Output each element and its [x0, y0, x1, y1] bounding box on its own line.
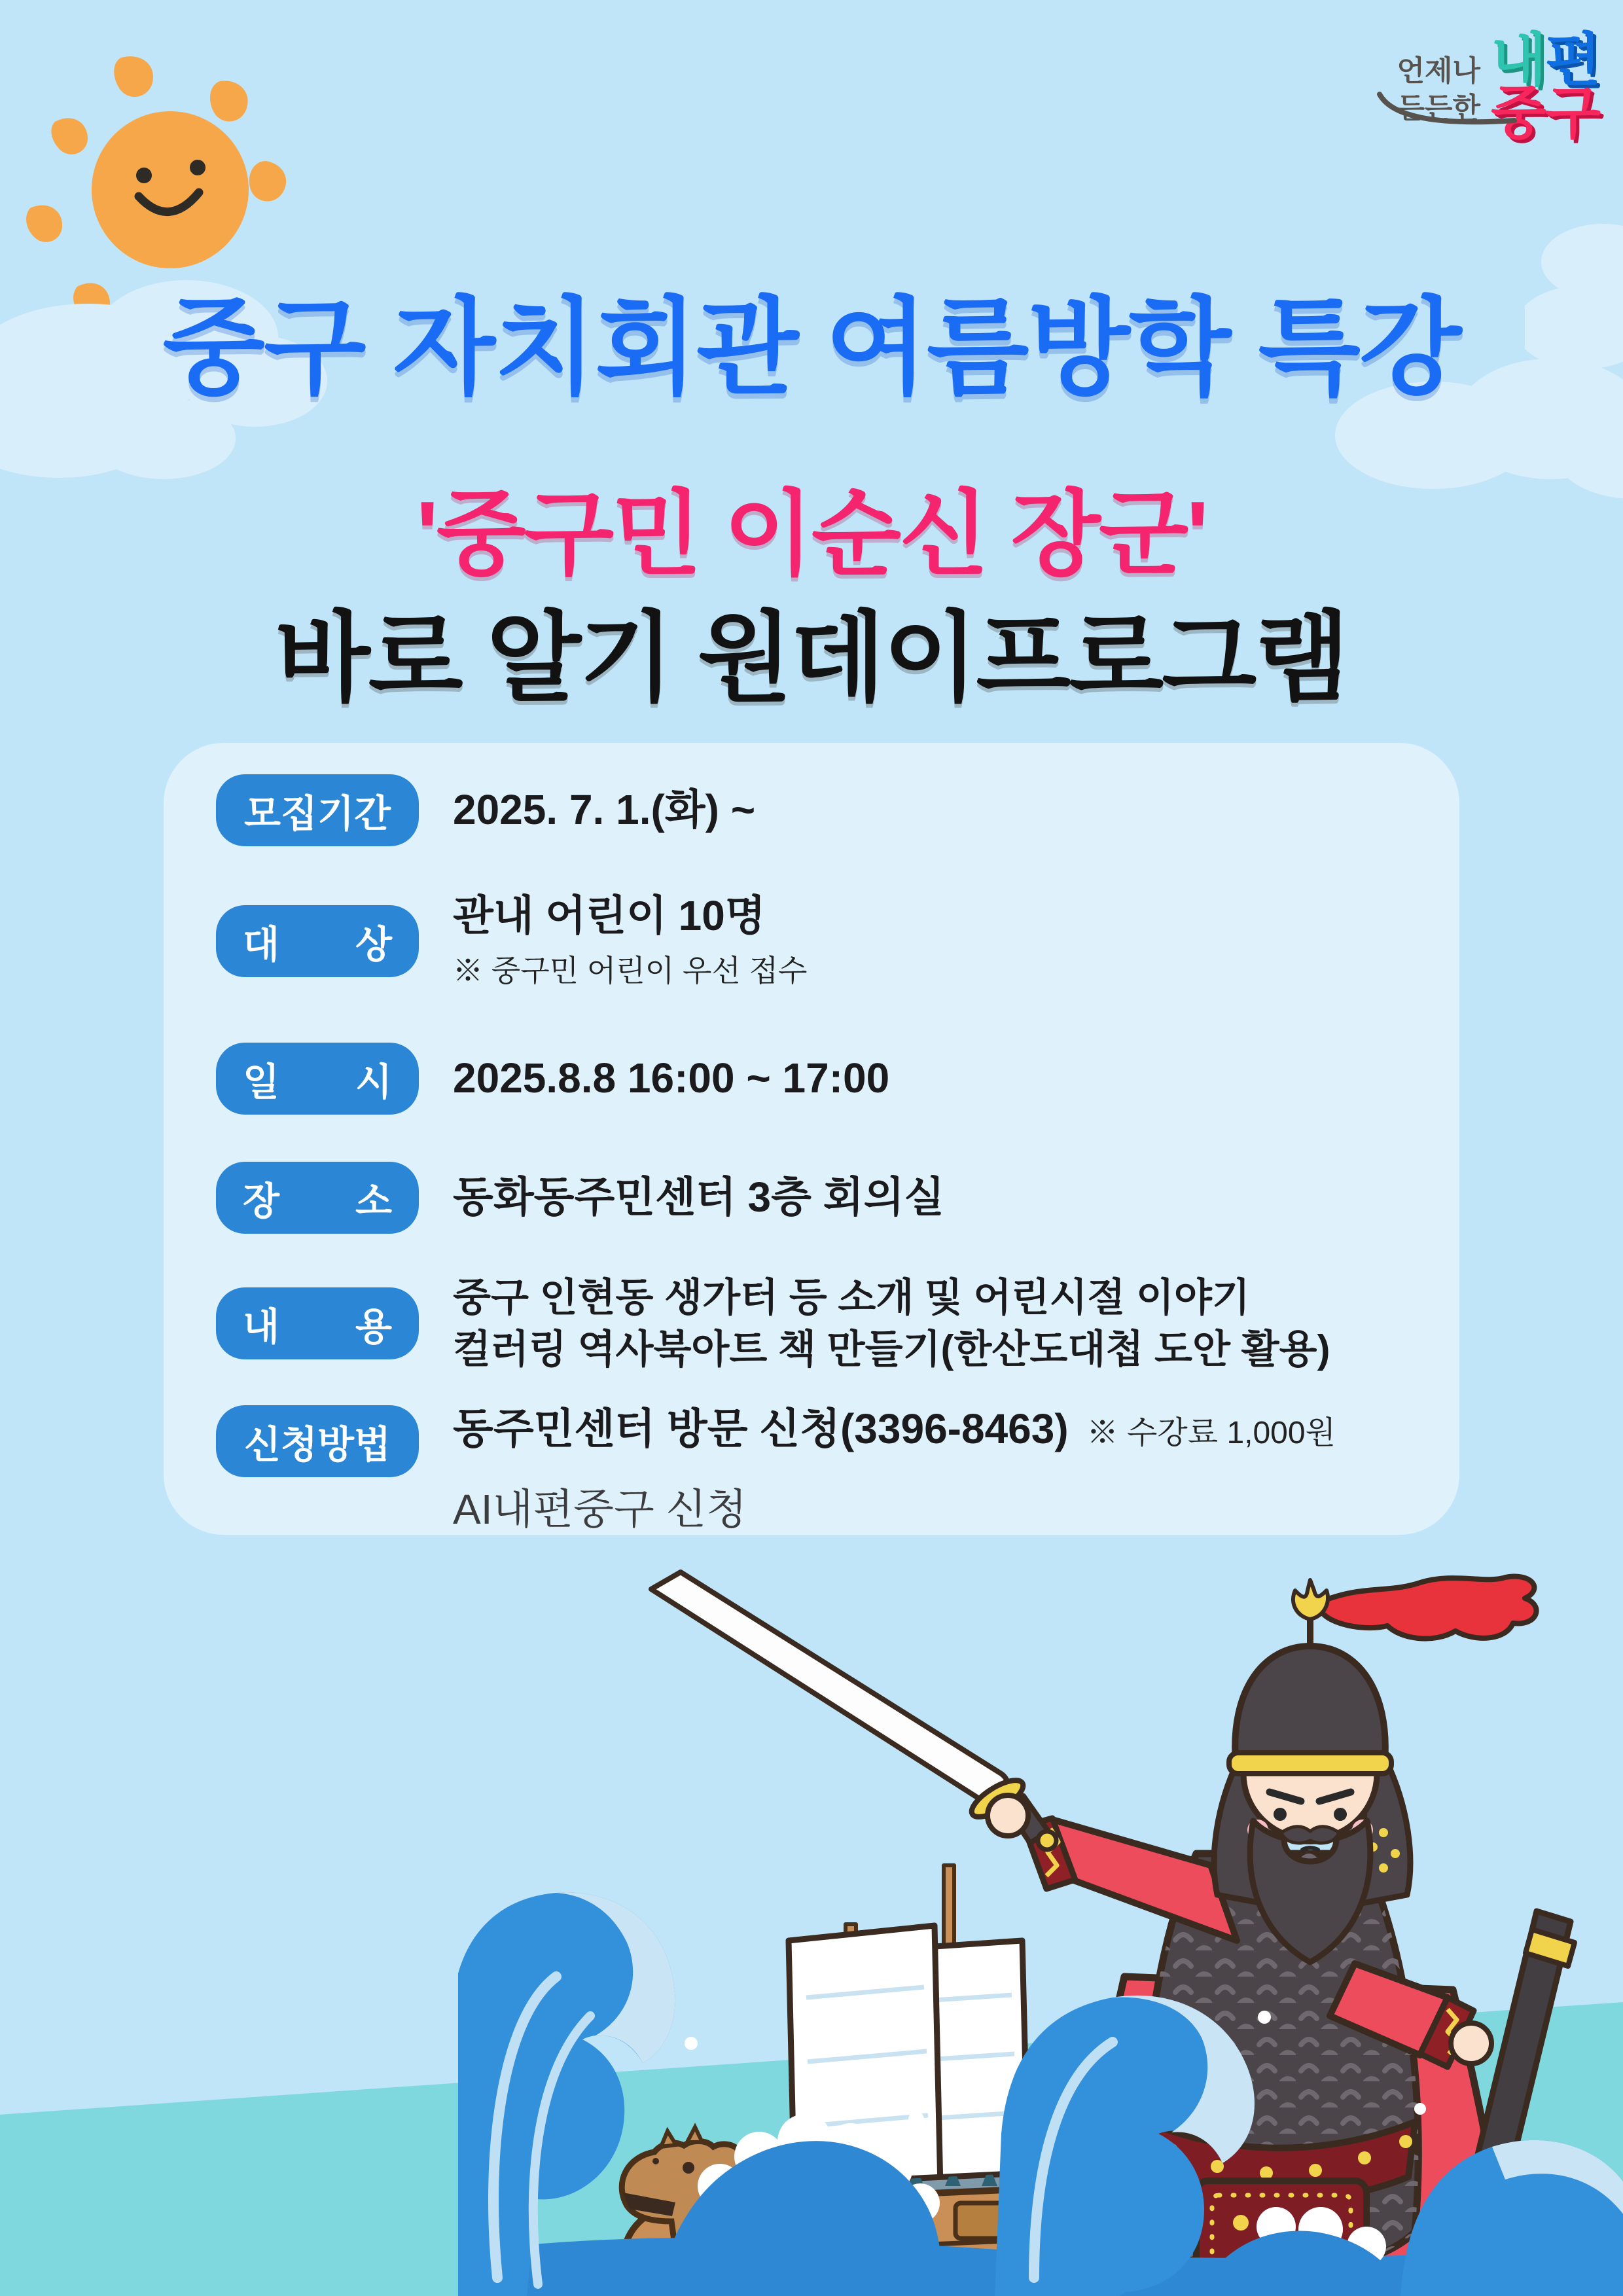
- label-badge: 모집기간: [216, 774, 419, 846]
- info-row-content: [216, 1272, 1330, 1375]
- left-hand: [1451, 2023, 1491, 2064]
- info-panel: [164, 743, 1459, 1535]
- info-value: 중구 인현동 생가터 등 소개 및 어린시절 이야기: [453, 1276, 1250, 1319]
- info-value: 2025.8.8 16:00 ~ 17:00: [453, 1054, 890, 1102]
- helmet: [1235, 1646, 1385, 1762]
- label-badge: 내 용: [216, 1287, 419, 1359]
- info-value: 2025. 7. 1.(화) ~: [453, 786, 756, 834]
- logo-tagline-line1: 언제나: [1397, 55, 1480, 87]
- helmet-flag: [1317, 1577, 1537, 1639]
- logo-brand-pyeon: 편: [1544, 27, 1599, 92]
- sword-blade: [651, 1572, 1008, 1808]
- info-row-datetime: [216, 1043, 889, 1115]
- label-badge: 대 상: [216, 905, 419, 977]
- label-badge: 장 소: [216, 1162, 419, 1234]
- info-row-place: [216, 1162, 944, 1234]
- right-hand: [988, 1795, 1028, 1836]
- info-value: 동화동주민센터 3층 회의실: [453, 1174, 945, 1221]
- subtitle-pink: '중구민 이순신 장군': [416, 482, 1207, 586]
- turtle-ship-illustration: [458, 1558, 1623, 2296]
- admiral-illustration: [458, 1558, 1623, 2296]
- label-badge: 일 시: [216, 1043, 419, 1115]
- logo-tagline: [1397, 34, 1480, 127]
- info-value-line2: AI내편중구 신청: [453, 1485, 747, 1533]
- info-row-recruit-period: [216, 774, 755, 846]
- right-sleeve: [1052, 1820, 1237, 1941]
- logo-swoosh-stroke: [1374, 90, 1538, 136]
- info-row-target: [216, 892, 807, 990]
- info-note: ※ 수강료 1,000원: [1086, 1416, 1336, 1450]
- logo-brand-line1: [1490, 27, 1599, 92]
- subtitle-black: 바로 알기 원데이프로그램: [275, 603, 1348, 713]
- logo-tagline-line2: 든든한: [1397, 92, 1480, 125]
- info-note: ※ 중구민 어린이 우선 접수: [453, 953, 808, 988]
- logo-brand-junggu: 중구: [1490, 80, 1599, 145]
- info-value: 관내 어린이 10명: [453, 892, 766, 939]
- info-value-line2: 컬러링 역사북아트 책 만들기(한산도대첩 도안 활용): [453, 1327, 1330, 1372]
- label-badge: 신청방법: [216, 1405, 419, 1477]
- page-title: 중구 자치회관 여름방학 특강: [162, 289, 1461, 407]
- info-row-apply: [216, 1405, 1336, 1536]
- jung-gu-logo: [1397, 27, 1599, 145]
- info-value: 동주민센터 방문 신청(3396-8463): [453, 1405, 1069, 1452]
- logo-brand-nae: 내: [1490, 27, 1545, 92]
